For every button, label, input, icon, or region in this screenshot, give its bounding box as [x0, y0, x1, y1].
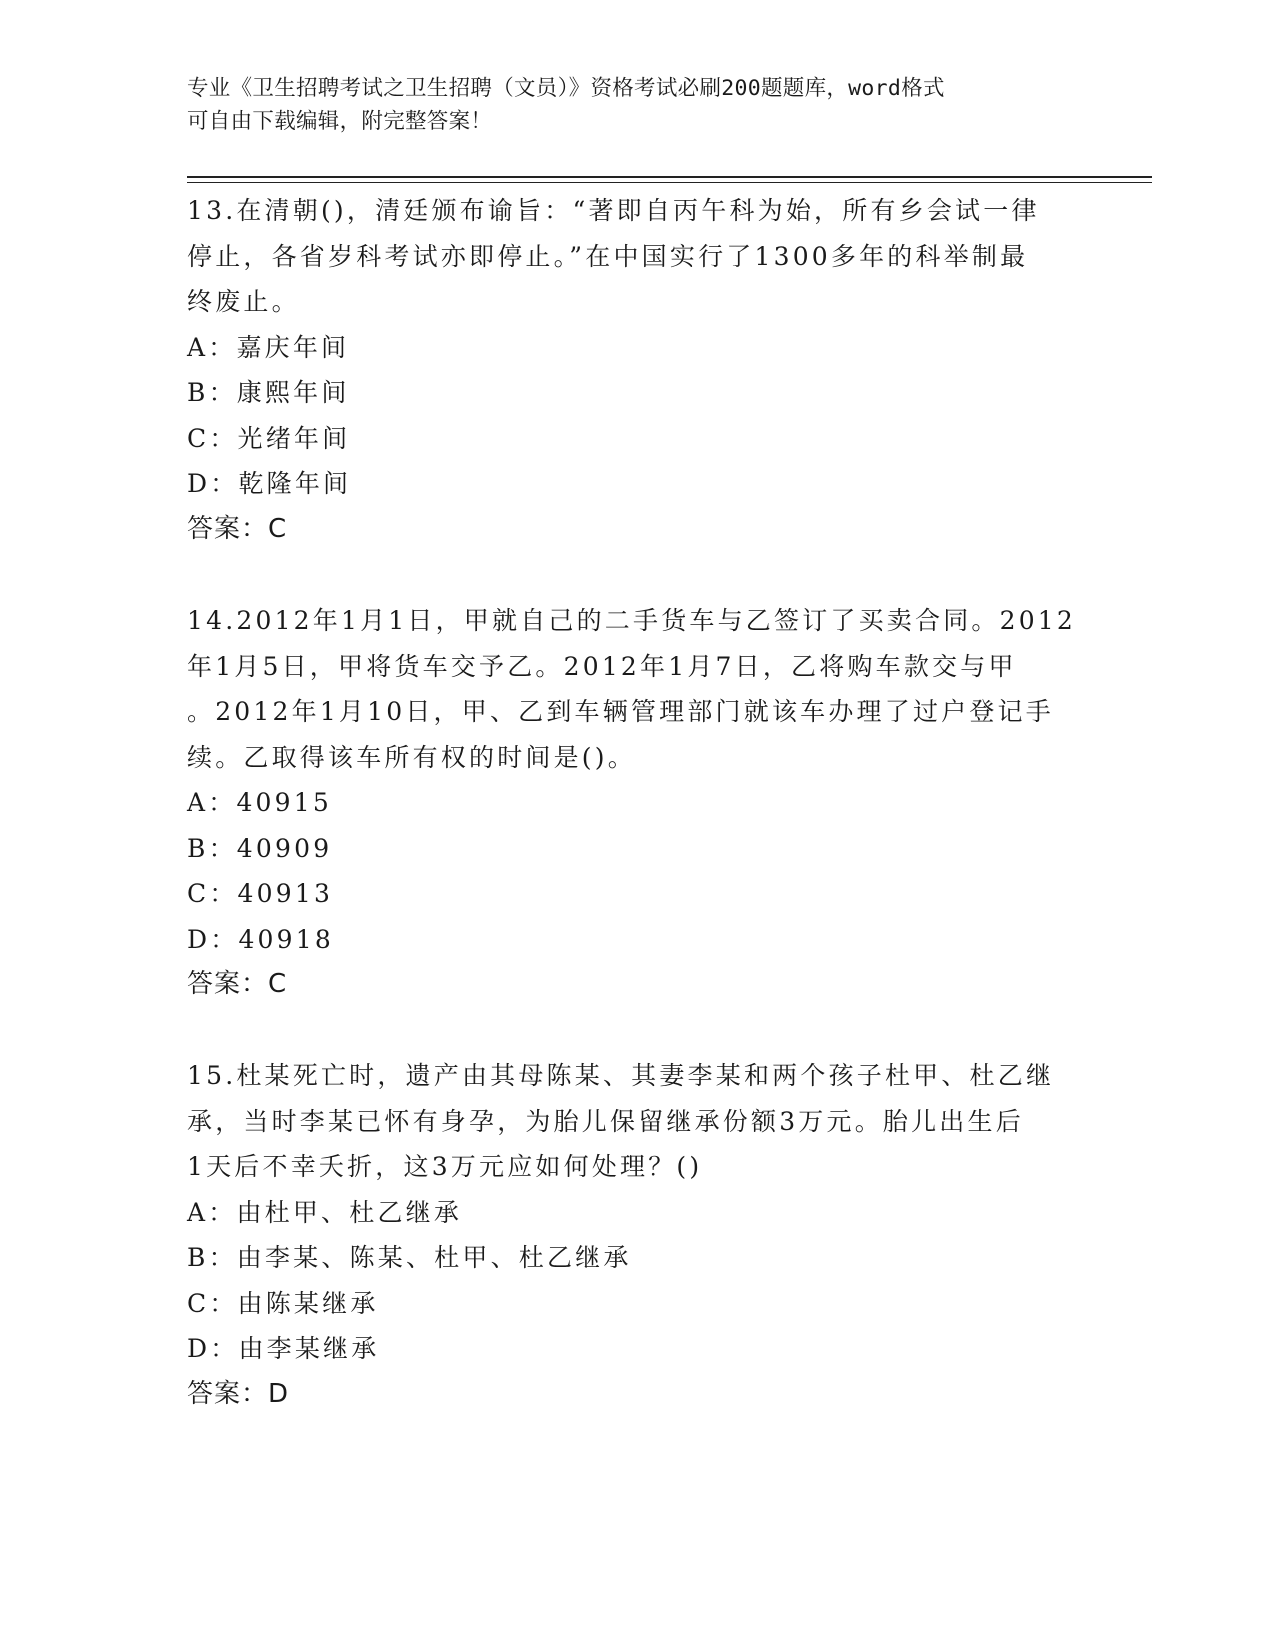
option-c: C：光绪年间: [187, 423, 351, 453]
answer-line: 答案：C: [187, 513, 288, 544]
option-c: C：由陈某继承: [187, 1288, 379, 1318]
option-d: D：由李某继承: [187, 1334, 380, 1363]
question-14: [187, 598, 1087, 1008]
question-stem-line: 14.2012年1月1日，甲就自己的二手货车与乙签订了买卖合同。2012: [187, 606, 1077, 635]
answer-line: 答案：C: [187, 969, 288, 999]
answer-line: 答案：D: [187, 1378, 290, 1409]
option-b: B：40909: [187, 833, 333, 863]
option-d: D：40918: [187, 924, 334, 954]
question-stem-line: 终废止。: [187, 287, 300, 316]
question-stem-line: 13.在清朝()，清廷颁布谕旨：“著即自丙午科为始，所有乡会试一律: [187, 196, 1040, 225]
question-13: [187, 188, 1087, 552]
question-stem-line: 停止，各省岁科考试亦即停止。”在中国实行了1300多年的科举制最: [187, 241, 1029, 271]
header-line-2: 可自由下载编辑，附完整答案！: [187, 109, 493, 134]
header-divider-thick: [187, 176, 1152, 178]
question-stem-line: 。2012年1月10日，甲、乙到车辆管理部门就该车办理了过户登记手: [187, 697, 1054, 726]
header-divider-thin: [187, 182, 1152, 183]
question-stem-line: 1天后不幸夭折，这3万元应如何处理？(): [187, 1152, 703, 1181]
option-a: A：40915: [187, 788, 332, 817]
header-line-1: 专业《卫生招聘考试之卫生招聘（文员）》资格考试必刷200题题库，word格式: [187, 76, 945, 101]
question-15: [187, 1053, 1087, 1417]
option-b: B：康熙年间: [187, 378, 350, 407]
document-header: [187, 72, 1077, 138]
question-stem-line: 年1月5日，甲将货车交予乙。2012年1月7日，乙将购车款交与甲: [187, 651, 1017, 681]
option-a: A：由杜甲、杜乙继承: [187, 1197, 463, 1227]
question-stem-line: 续。乙取得该车所有权的时间是()。: [187, 742, 636, 772]
option-c: C：40913: [187, 879, 334, 908]
option-d: D：乾隆年间: [187, 469, 352, 498]
question-stem-line: 15.杜某死亡时，遗产由其母陈某、其妻李某和两个孩子杜甲、杜乙继: [187, 1061, 1055, 1090]
option-a: A：嘉庆年间: [187, 332, 350, 362]
option-b: B：由李某、陈某、杜甲、杜乙继承: [187, 1243, 632, 1272]
question-stem-line: 承，当时李某已怀有身孕，为胎儿保留继承份额3万元。胎儿出生后: [187, 1106, 1024, 1136]
